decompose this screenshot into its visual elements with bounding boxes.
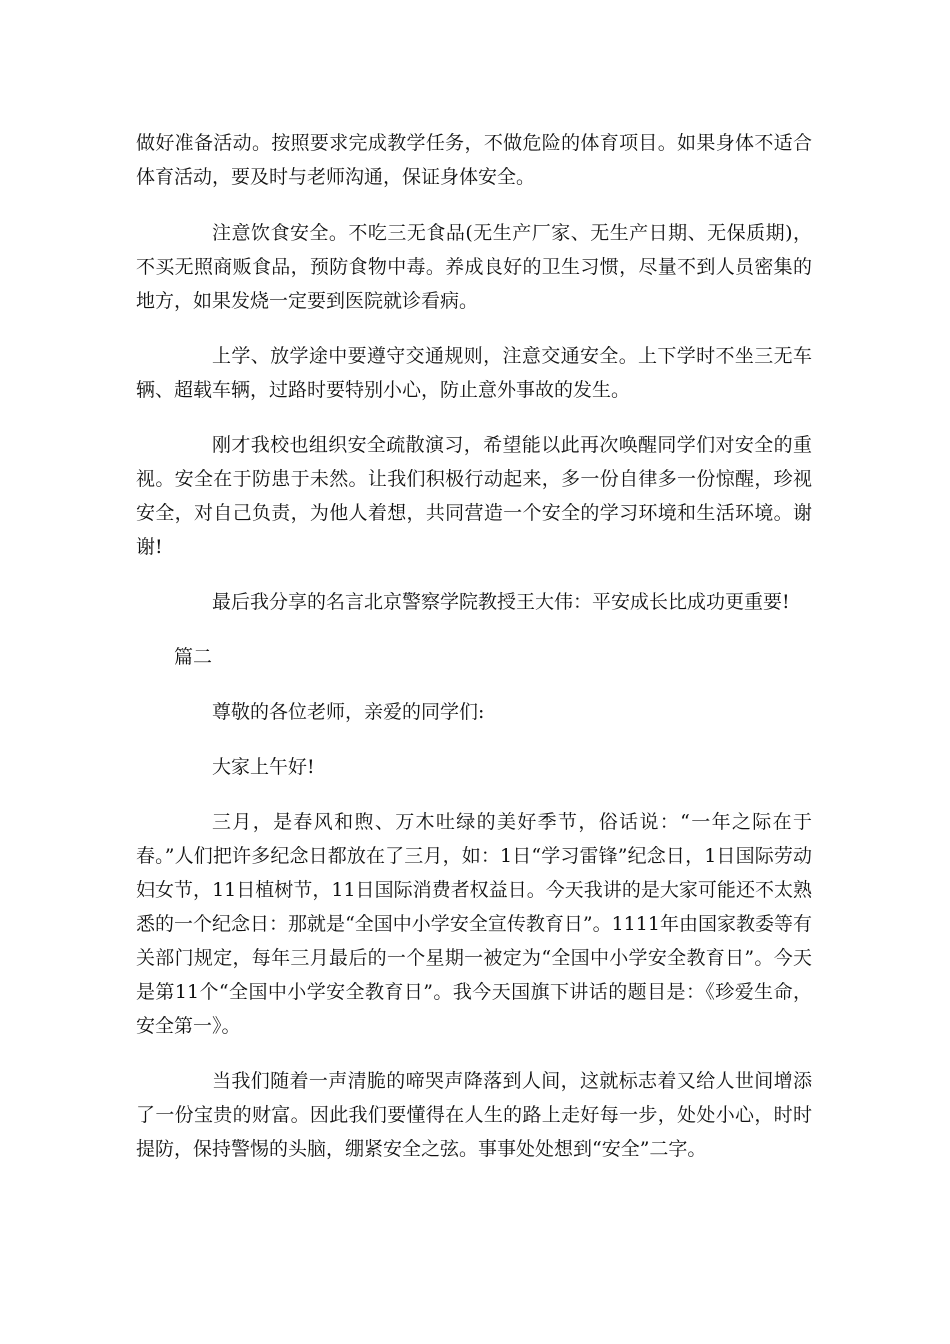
paragraph-3: 上学、放学途中要遵守交通规则，注意交通安全。上下学时不坐三无车辆、超载车辆，过路时要特别小心，防止意外事故的发生。 [136,345,812,401]
paragraph-5: 最后我分享的名言北京警察学院教授王大伟：平安成长比成功更重要! [212,591,790,613]
paragraph-4: 刚才我校也组织安全疏散演习，希望能以此再次唤醒同学们对安全的重视。安全在于防患于未然。让我们积极行动起来，多一份自律多一份惊醒，珍视安全，对自己负责，为他人着想，共同营造一个安全的学习环境和生活环境。谢谢! [136,434,812,558]
paragraph-1: 做好准备活动。按照要求完成教学任务，不做危险的体育项目。如果身体不适合体育活动，要及时与老师沟通，保证身体安全。 [136,132,812,188]
document-body [136,126,812,1187]
greeting-line: 尊敬的各位老师，亲爱的同学们: [212,701,485,723]
paragraph-2: 注意饮食安全。不吃三无食品(无生产厂家、无生产日期、无保质期)，不买无照商贩食品，预防食物中毒。养成良好的卫生习惯，尽量不到人员密集的地方，如果发烧一定要到医院就诊看病。 [136,222,812,312]
paragraph-6: 三月，是春风和煦、万木吐绿的美好季节，俗话说：“一年之际在于春。”人们把许多纪念日都放在了三月，如：1日“学习雷锋”纪念日，1日国际劳动妇女节，11日植树节，11日国际消费者权益日。今天我讲的是大家可能还不太熟悉的一个纪念日：那就是“全国中小学安全宣传教育日”。1111年由国家教委等有关部门规定，每年三月最后的一个星期一被定为“全国中小学安全教育日”。今天是第11个“全国中小学安全教育日”。我今天国旗下讲话的题目是：《珍爱生命，安全第一》。 [136,811,812,1037]
salutation-line: 大家上午好! [212,756,315,778]
section-heading: 篇二 [174,646,213,668]
paragraph-7: 当我们随着一声清脆的啼哭声降落到人间，这就标志着又给人世间增添了一份宝贵的财富。因此我们要懂得在人生的路上走好每一步，处处小心，时时提防，保持警惕的头脑，绷紧安全之弦。事事处处想到“安全”二字。 [136,1070,812,1160]
